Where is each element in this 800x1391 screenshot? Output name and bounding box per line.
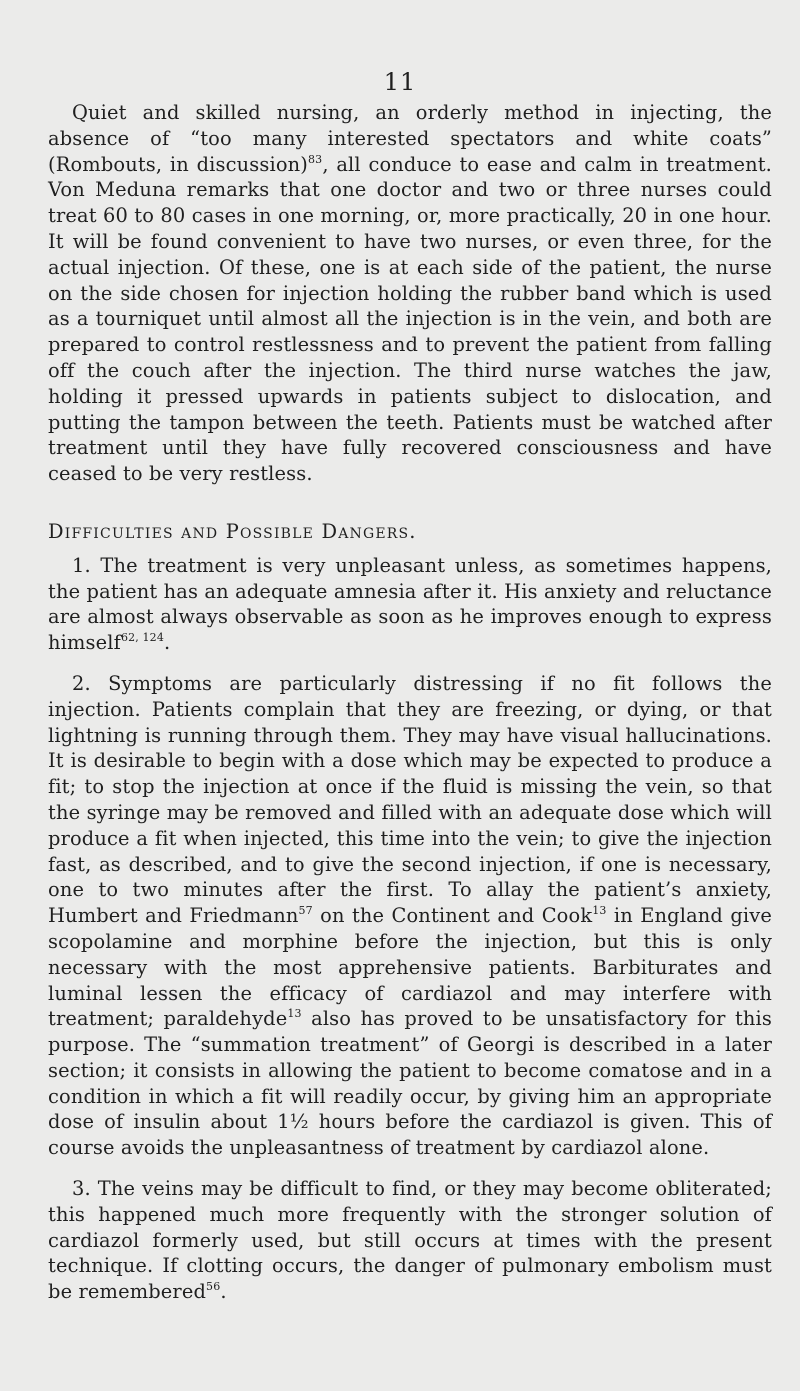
- footnote-ref: 83: [308, 152, 323, 166]
- footnote-ref: 57: [298, 904, 313, 918]
- paragraph-text: in England give scopolamine and morphine before the injection, but this is only necessary with the most apprehensive patients. Barbiturates and luminal lessen the efficacy of cardiazol and may interfere with treatment; paraldehyde: [48, 904, 772, 1031]
- paragraph-text: on the Continent and Cook: [312, 904, 593, 928]
- paragraph-text: also has proved to be unsatisfactory for this purpose. The “summation treatment” of Georgi is described in a later section; it consists in allowing the patient to become comatose and in a condition in which a fit will readily occur, by giving him an appropriate dose of insulin about 1½ hours before the cardiazol is given. This of course avoids the unpleasantness of treatment by cardiazol alone.: [48, 1007, 772, 1160]
- list-item-2: [48, 671, 772, 1161]
- body-text: [48, 100, 772, 1305]
- paragraph-text: Quiet and skilled nursing, an orderly method in injecting, the absence of “too many interested spectators and white coats” (Rombouts, in discussion): [48, 101, 772, 176]
- page-number: 11: [383, 68, 417, 96]
- paragraph-text: .: [220, 1280, 227, 1304]
- list-item-1: [48, 553, 772, 656]
- section-heading: Difficulties and Possible Dangers.: [48, 519, 417, 543]
- paragraph-text: 2. Symptoms are particularly distressing if no fit follows the injection. Patients complain that they are freezing, or dying, or that lightning is running through them. They may have visual hallucinations. It is desirable to begin with a dose which may be expected to produce a fit; to stop the injection at once if the fluid is missing the vein, so that the syringe may be removed and filled with an adequate dose which will produce a fit when injected, this time into the vein; to give the injection fast, as described, and to give the second injection, if one is necessary, one to two minutes after the first. To allay the patient’s anxiety, Humbert and Friedmann: [48, 671, 772, 928]
- footnote-ref: 62, 124: [120, 631, 164, 645]
- paragraph-text: 3. The veins may be difficult to find, or they may become obliterated; this happened much more frequently with the stronger solution of cardiazol formerly used, but still occurs at times with the present technique. If clotting occurs, the danger of pulmonary embolism must be remembered: [48, 1177, 772, 1304]
- footnote-ref: 56: [206, 1280, 221, 1294]
- paragraph-nursing: [48, 100, 772, 487]
- paragraph-text: .: [163, 631, 171, 655]
- paragraph-text: 1. The treatment is very unpleasant unless, as sometimes happens, the patient has an adequate amnesia after it. His anxiety and reluctance are almost always observable as soon as he improves enough to express himself: [48, 553, 772, 655]
- footnote-ref: 13: [287, 1007, 302, 1021]
- paragraph-text: , all conduce to ease and calm in treatment. Von Meduna remarks that one doctor and two or three nurses could treat 60 to 80 cases in one morning, or, more practically, 20 in one hour. It will be found convenient to have two nurses, or even three, for the actual injection. Of these, one is at each side of the patient, the nurse on the side chosen for injection holding the rubber band which is used as a tourniquet until almost all the injection is in the vein, and both are prepared to control restlessness and to prevent the patient from falling off the couch after the injection. The third nurse watches the jaw, holding it pressed upwards in patients subject to dislocation, and putting the tampon between the teeth. Patients must be watched after treatment until they have fully recovered consciousness and have ceased to be very restless.: [48, 152, 772, 486]
- footnote-ref: 13: [592, 904, 607, 918]
- list-item-3: [48, 1176, 772, 1305]
